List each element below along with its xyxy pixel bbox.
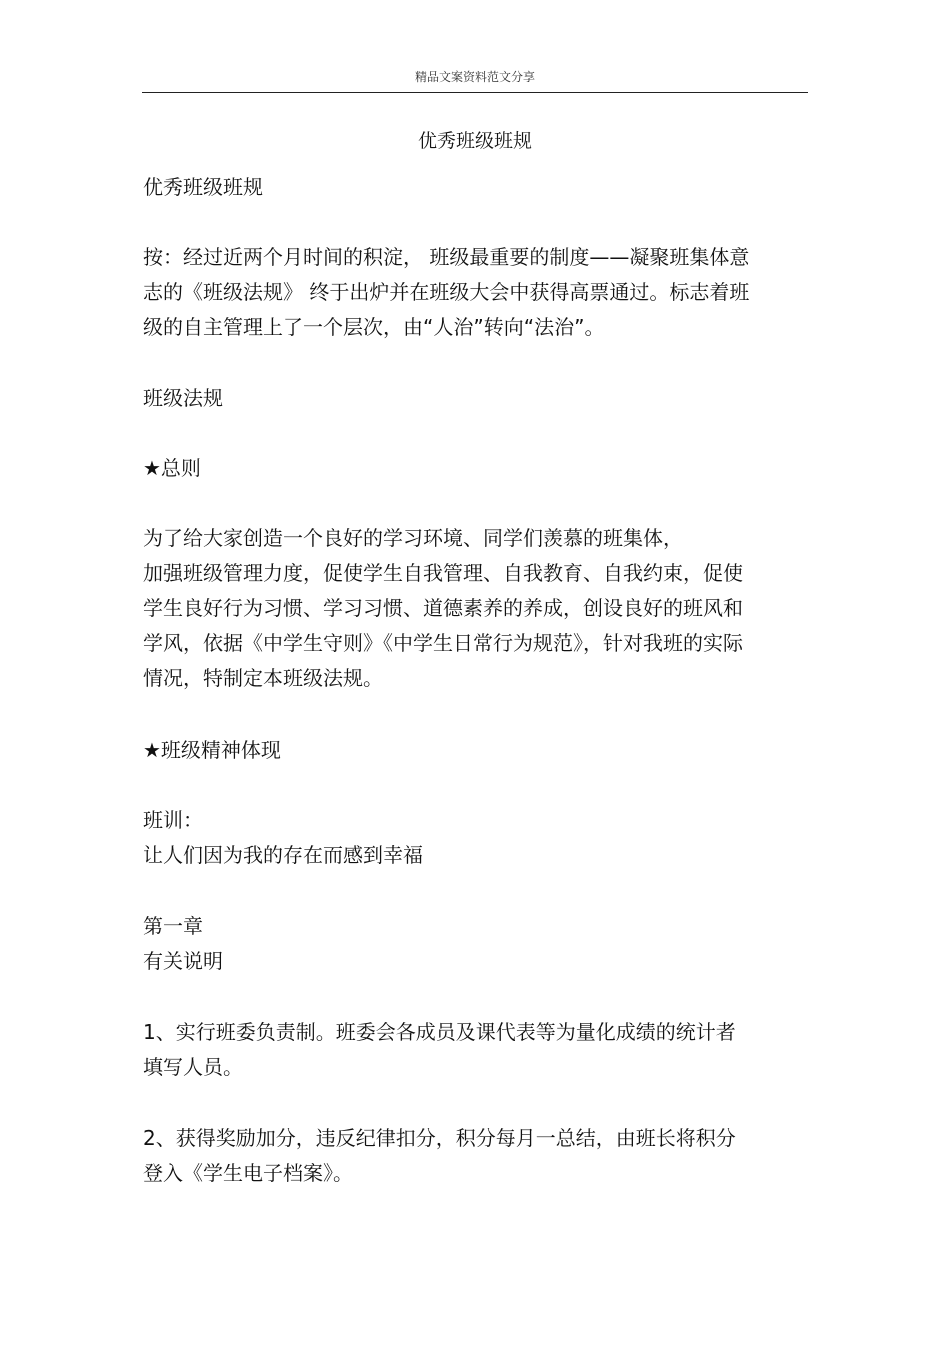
page-header [142, 66, 808, 93]
text-line: 按：经过近两个月时间的积淀， 班级最重要的制度——凝聚班集体意 [143, 245, 750, 269]
paragraph-item-2 [143, 1121, 813, 1191]
text-line: 为了给大家创造一个良好的学习环境、同学们羡慕的班集体， [143, 526, 683, 550]
text-line: 志的《班级法规》 终于出炉并在班级大会中获得高票通过。标志着班 [143, 280, 750, 304]
heading-general-principles [143, 451, 813, 486]
text-line: 班级法规 [143, 386, 223, 410]
text-line: 学风，依据《中学生守则》《中学生日常行为规范》，针对我班的实际 [143, 631, 743, 655]
heading-class-spirit [143, 733, 813, 768]
paragraph-item-1 [143, 1015, 813, 1085]
text-line: 填写人员。 [143, 1055, 243, 1079]
text-line: ★班级精神体现 [143, 738, 281, 762]
text-line: 加强班级管理力度，促使学生自我管理、自我教育、自我约束，促使 [143, 561, 743, 585]
text-line: 情况，特制定本班级法规。 [143, 666, 383, 690]
paragraph-general-principles [143, 521, 813, 696]
document-title: 优秀班级班规 [417, 130, 532, 152]
text-line: 让人们因为我的存在而感到幸福 [143, 843, 423, 867]
text-line: ★总则 [143, 456, 201, 480]
header-text: 精品文案资料范文分享 [414, 70, 535, 84]
text-line: 1、实行班委负责制。班委会各成员及课代表等为量化成绩的统计者 [143, 1020, 736, 1044]
text-line: 2、获得奖励加分，违反纪律扣分，积分每月一总结，由班长将积分 [143, 1126, 736, 1150]
heading-chapter-one [143, 909, 813, 979]
text-line: 学生良好行为习惯、学习习惯、道德素养的养成，创设良好的班风和 [143, 596, 743, 620]
paragraph-preface [143, 240, 813, 345]
text-line: 级的自主管理上了一个层次，由“人治”转向“法治”。 [143, 315, 605, 339]
text-line: 有关说明 [143, 949, 223, 973]
text-line: 优秀班级班规 [143, 175, 263, 199]
paragraph-subtitle [143, 170, 813, 205]
text-line: 登入《学生电子档案》。 [143, 1161, 353, 1185]
text-line: 班训： [143, 808, 203, 832]
text-line: 第一章 [143, 914, 203, 938]
paragraph-class-motto [143, 803, 813, 873]
heading-class-regulations [143, 381, 813, 416]
